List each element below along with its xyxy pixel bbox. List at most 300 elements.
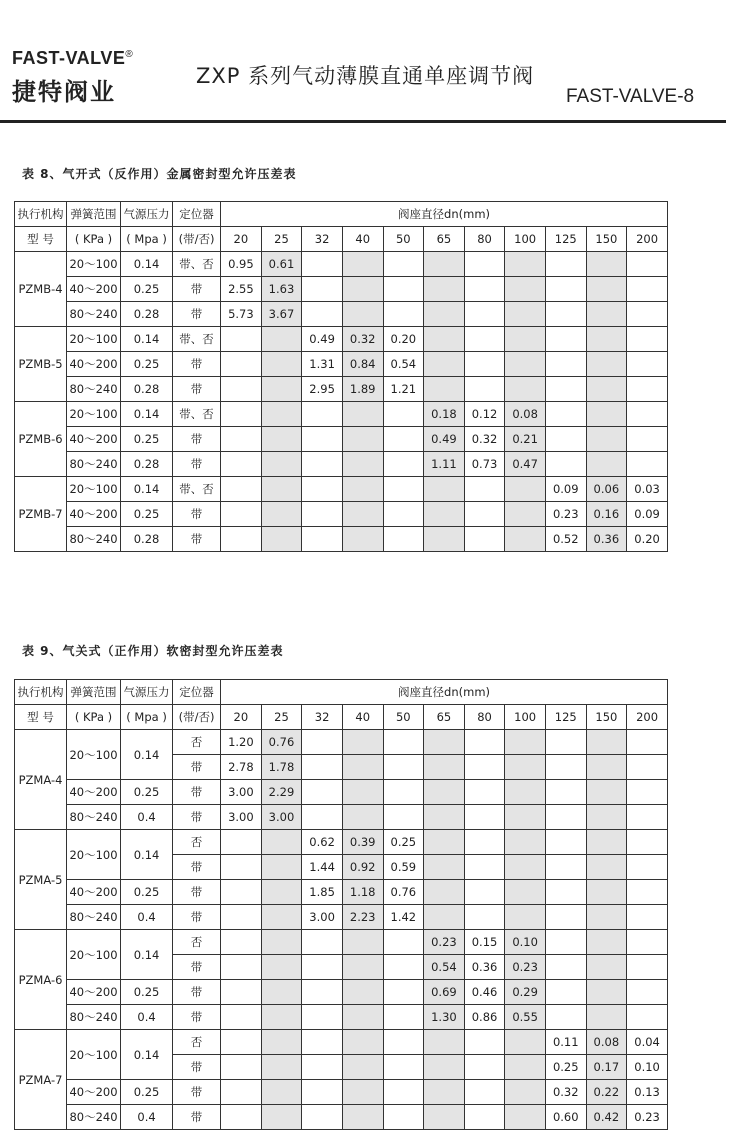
pressure-value-cell xyxy=(545,830,586,855)
header-dn-200: 200 xyxy=(627,705,668,730)
header-dn-32: 32 xyxy=(302,227,343,252)
pressure-value-cell: 0.12 xyxy=(464,402,505,427)
pressure-value-cell xyxy=(545,805,586,830)
pressure-value-cell xyxy=(505,252,546,277)
pressure-value-cell xyxy=(383,402,424,427)
header-air-line2: ( Mpa ) xyxy=(121,227,173,252)
pressure-value-cell xyxy=(383,252,424,277)
pressure-value-cell xyxy=(342,805,383,830)
header-pos-line2: (带/否) xyxy=(173,227,221,252)
pressure-value-cell: 2.23 xyxy=(342,905,383,930)
pressure-value-cell: 0.06 xyxy=(586,477,627,502)
air-pressure-cell: 0.14 xyxy=(121,477,173,502)
pressure-value-cell xyxy=(424,855,465,880)
positioner-cell: 否 xyxy=(173,1030,221,1055)
spring-range-cell: 20～100 xyxy=(67,830,121,880)
pressure-value-cell xyxy=(464,830,505,855)
pressure-value-cell xyxy=(464,352,505,377)
pressure-value-cell xyxy=(627,880,668,905)
pressure-value-cell: 0.10 xyxy=(505,930,546,955)
positioner-cell: 带 xyxy=(173,855,221,880)
pressure-value-cell xyxy=(342,780,383,805)
pressure-value-cell xyxy=(545,755,586,780)
pressure-value-cell xyxy=(261,830,302,855)
pressure-value-cell xyxy=(627,955,668,980)
spring-range-cell: 40～200 xyxy=(67,427,121,452)
pressure-value-cell xyxy=(302,527,343,552)
header-model-line1: 执行机构 xyxy=(15,680,67,705)
positioner-cell: 带、否 xyxy=(173,477,221,502)
table-row xyxy=(15,830,668,855)
pressure-value-cell: 0.54 xyxy=(424,955,465,980)
pressure-value-cell xyxy=(424,1030,465,1055)
pressure-value-cell xyxy=(505,880,546,905)
pressure-value-cell: 0.36 xyxy=(464,955,505,980)
pressure-value-cell xyxy=(545,427,586,452)
pressure-value-cell xyxy=(261,502,302,527)
pressure-value-cell: 1.63 xyxy=(261,277,302,302)
pressure-value-cell xyxy=(221,955,262,980)
pressure-value-cell xyxy=(424,302,465,327)
pressure-value-cell: 0.20 xyxy=(627,527,668,552)
pressure-value-cell xyxy=(424,780,465,805)
pressure-value-cell xyxy=(261,452,302,477)
spring-range-cell: 20～100 xyxy=(67,930,121,980)
air-pressure-cell: 0.28 xyxy=(121,302,173,327)
spring-range-cell: 20～100 xyxy=(67,730,121,780)
pressure-value-cell xyxy=(302,755,343,780)
pressure-value-cell xyxy=(221,830,262,855)
pressure-value-cell xyxy=(342,730,383,755)
pressure-value-cell xyxy=(302,302,343,327)
pressure-value-cell xyxy=(545,377,586,402)
positioner-cell: 带 xyxy=(173,302,221,327)
header-spring-line1: 弹簧范围 xyxy=(67,680,121,705)
pressure-value-cell: 0.69 xyxy=(424,980,465,1005)
table-row xyxy=(15,502,668,527)
pressure-value-cell: 0.49 xyxy=(302,327,343,352)
header-air-line2: ( Mpa ) xyxy=(121,705,173,730)
pressure-value-cell: 0.09 xyxy=(627,502,668,527)
pressure-value-cell xyxy=(586,252,627,277)
air-pressure-cell: 0.25 xyxy=(121,880,173,905)
table-row xyxy=(15,377,668,402)
header-dn-50: 50 xyxy=(383,705,424,730)
pressure-value-cell xyxy=(586,730,627,755)
pressure-value-cell xyxy=(627,980,668,1005)
pressure-value-cell: 0.84 xyxy=(342,352,383,377)
pressure-value-cell: 0.10 xyxy=(627,1055,668,1080)
spring-range-cell: 40～200 xyxy=(67,277,121,302)
pressure-value-cell xyxy=(383,527,424,552)
pressure-value-cell xyxy=(342,452,383,477)
header-dn-50: 50 xyxy=(383,227,424,252)
pressure-value-cell xyxy=(464,855,505,880)
pressure-value-cell xyxy=(586,277,627,302)
positioner-cell: 带 xyxy=(173,780,221,805)
pressure-value-cell xyxy=(424,527,465,552)
spring-range-cell: 80～240 xyxy=(67,905,121,930)
positioner-cell: 带 xyxy=(173,377,221,402)
header-pos-line1: 定位器 xyxy=(173,202,221,227)
table-row xyxy=(15,805,668,830)
pressure-value-cell xyxy=(586,452,627,477)
pressure-value-cell xyxy=(221,1105,262,1130)
header-dn-125: 125 xyxy=(545,705,586,730)
pressure-value-cell xyxy=(627,830,668,855)
pressure-value-cell xyxy=(342,755,383,780)
spring-range-cell: 40～200 xyxy=(67,352,121,377)
pressure-value-cell xyxy=(505,780,546,805)
pressure-value-cell xyxy=(627,805,668,830)
table-row xyxy=(15,930,668,955)
header-dn-125: 125 xyxy=(545,227,586,252)
pressure-value-cell xyxy=(545,327,586,352)
pressure-value-cell: 3.67 xyxy=(261,302,302,327)
pressure-value-cell xyxy=(261,930,302,955)
pressure-value-cell xyxy=(302,780,343,805)
air-pressure-cell: 0.4 xyxy=(121,1105,173,1130)
pressure-value-cell xyxy=(221,980,262,1005)
pressure-value-cell xyxy=(424,805,465,830)
pressure-value-cell xyxy=(261,1105,302,1130)
pressure-value-cell xyxy=(302,955,343,980)
header-spring-line2: ( KPa ) xyxy=(67,227,121,252)
pressure-value-cell xyxy=(505,1055,546,1080)
pressure-value-cell: 1.31 xyxy=(302,352,343,377)
pressure-value-cell xyxy=(586,830,627,855)
pressure-value-cell xyxy=(261,955,302,980)
pressure-value-cell xyxy=(505,905,546,930)
pressure-value-cell xyxy=(545,855,586,880)
pressure-value-cell xyxy=(586,755,627,780)
table8-caption: 表 8、气开式（反作用）金属密封型允许压差表 xyxy=(22,167,297,181)
pressure-value-cell xyxy=(383,427,424,452)
pressure-value-cell: 1.21 xyxy=(383,377,424,402)
table-row xyxy=(15,327,668,352)
pressure-value-cell xyxy=(627,427,668,452)
spring-range-cell: 20～100 xyxy=(67,402,121,427)
header-dn-25: 25 xyxy=(261,705,302,730)
pressure-value-cell xyxy=(383,980,424,1005)
positioner-cell: 带 xyxy=(173,805,221,830)
positioner-cell: 带 xyxy=(173,427,221,452)
model-cell: PZMB-5 xyxy=(15,327,67,402)
header-spring-line2: ( KPa ) xyxy=(67,705,121,730)
registered-mark: ® xyxy=(125,49,134,60)
positioner-cell: 带 xyxy=(173,1080,221,1105)
pressure-value-cell xyxy=(505,502,546,527)
pressure-value-cell: 0.23 xyxy=(627,1105,668,1130)
pressure-value-cell xyxy=(545,780,586,805)
pressure-value-cell xyxy=(424,327,465,352)
pressure-value-cell xyxy=(221,880,262,905)
pressure-value-cell xyxy=(505,327,546,352)
pressure-value-cell xyxy=(464,780,505,805)
header-rule xyxy=(0,120,726,123)
positioner-cell: 带 xyxy=(173,277,221,302)
header-dn-80: 80 xyxy=(464,227,505,252)
pressure-value-cell xyxy=(586,327,627,352)
pressure-value-cell: 1.42 xyxy=(383,905,424,930)
pressure-value-cell xyxy=(464,730,505,755)
pressure-value-cell xyxy=(505,730,546,755)
header-row xyxy=(15,202,668,227)
positioner-cell: 带 xyxy=(173,880,221,905)
pressure-value-cell: 0.23 xyxy=(424,930,465,955)
air-pressure-cell: 0.4 xyxy=(121,1005,173,1030)
pressure-value-cell: 3.00 xyxy=(302,905,343,930)
header-dn-title: 阀座直径dn(mm) xyxy=(221,202,668,227)
pressure-value-cell: 0.04 xyxy=(627,1030,668,1055)
pressure-value-cell xyxy=(302,1005,343,1030)
pressure-value-cell xyxy=(221,1055,262,1080)
pressure-value-cell: 0.25 xyxy=(545,1055,586,1080)
pressure-value-cell: 0.59 xyxy=(383,855,424,880)
pressure-value-cell: 0.76 xyxy=(383,880,424,905)
pressure-value-cell: 3.00 xyxy=(221,805,262,830)
pressure-value-cell xyxy=(261,377,302,402)
pressure-value-cell xyxy=(342,427,383,452)
pressure-value-cell xyxy=(464,1080,505,1105)
pressure-value-cell xyxy=(464,755,505,780)
spring-range-cell: 20～100 xyxy=(67,1030,121,1080)
pressure-value-cell: 0.55 xyxy=(505,1005,546,1030)
model-cell: PZMA-4 xyxy=(15,730,67,830)
pressure-value-cell xyxy=(383,930,424,955)
pressure-value-cell xyxy=(505,477,546,502)
pressure-value-cell xyxy=(586,780,627,805)
positioner-cell: 带、否 xyxy=(173,327,221,352)
pressure-value-cell xyxy=(424,755,465,780)
pressure-value-cell xyxy=(383,1030,424,1055)
spring-range-cell: 20～100 xyxy=(67,477,121,502)
air-pressure-cell: 0.28 xyxy=(121,527,173,552)
pressure-value-cell: 0.16 xyxy=(586,502,627,527)
pressure-value-cell: 2.29 xyxy=(261,780,302,805)
pressure-value-cell xyxy=(505,830,546,855)
header-row xyxy=(15,680,668,705)
header-air-line1: 气源压力 xyxy=(121,680,173,705)
pressure-value-cell xyxy=(221,1030,262,1055)
pressure-value-cell xyxy=(545,955,586,980)
air-pressure-cell: 0.14 xyxy=(121,327,173,352)
table-row xyxy=(15,1105,668,1130)
table-row xyxy=(15,477,668,502)
pressure-value-cell: 0.32 xyxy=(545,1080,586,1105)
pressure-value-cell xyxy=(627,452,668,477)
pressure-value-cell xyxy=(261,402,302,427)
pressure-value-cell: 0.92 xyxy=(342,855,383,880)
header-dn-title: 阀座直径dn(mm) xyxy=(221,680,668,705)
positioner-cell: 带 xyxy=(173,1105,221,1130)
pressure-value-cell xyxy=(545,905,586,930)
table-row xyxy=(15,277,668,302)
positioner-cell: 带 xyxy=(173,527,221,552)
pressure-value-cell xyxy=(424,502,465,527)
model-cell: PZMB-7 xyxy=(15,477,67,552)
pressure-value-cell xyxy=(383,1080,424,1105)
pressure-value-cell xyxy=(464,1105,505,1130)
pressure-value-cell xyxy=(505,855,546,880)
table-row xyxy=(15,905,668,930)
pressure-value-cell xyxy=(261,327,302,352)
pressure-value-cell xyxy=(342,277,383,302)
pressure-value-cell xyxy=(383,755,424,780)
pressure-value-cell xyxy=(586,905,627,930)
spring-range-cell: 40～200 xyxy=(67,880,121,905)
pressure-value-cell xyxy=(545,302,586,327)
model-cell: PZMA-5 xyxy=(15,830,67,930)
air-pressure-cell: 0.28 xyxy=(121,452,173,477)
positioner-cell: 带 xyxy=(173,980,221,1005)
pressure-value-cell: 0.32 xyxy=(342,327,383,352)
table-row xyxy=(15,402,668,427)
pressure-value-cell xyxy=(342,955,383,980)
pressure-value-cell xyxy=(627,1005,668,1030)
pressure-value-cell xyxy=(545,1005,586,1030)
pressure-value-cell xyxy=(221,1080,262,1105)
pressure-value-cell xyxy=(383,730,424,755)
pressure-value-cell xyxy=(464,477,505,502)
model-cell: PZMA-7 xyxy=(15,1030,67,1130)
pressure-value-cell xyxy=(505,1105,546,1130)
spring-range-cell: 40～200 xyxy=(67,780,121,805)
pressure-value-cell xyxy=(261,477,302,502)
pressure-value-cell xyxy=(221,352,262,377)
pressure-value-cell xyxy=(221,402,262,427)
pressure-value-cell xyxy=(342,502,383,527)
header-dn-40: 40 xyxy=(342,227,383,252)
pressure-value-cell: 1.78 xyxy=(261,755,302,780)
header-spring-line1: 弹簧范围 xyxy=(67,202,121,227)
header-dn-40: 40 xyxy=(342,705,383,730)
pressure-value-cell: 2.95 xyxy=(302,377,343,402)
pressure-value-cell xyxy=(261,1055,302,1080)
pressure-value-cell: 0.09 xyxy=(545,477,586,502)
table8 xyxy=(14,201,668,552)
pressure-value-cell xyxy=(302,1055,343,1080)
pressure-value-cell xyxy=(424,1055,465,1080)
spring-range-cell: 20～100 xyxy=(67,252,121,277)
pressure-value-cell xyxy=(261,855,302,880)
pressure-value-cell xyxy=(586,402,627,427)
spring-range-cell: 40～200 xyxy=(67,1080,121,1105)
pressure-value-cell xyxy=(545,402,586,427)
model-cell: PZMA-6 xyxy=(15,930,67,1030)
pressure-value-cell: 1.89 xyxy=(342,377,383,402)
pressure-value-cell xyxy=(221,377,262,402)
header-dn-20: 20 xyxy=(221,705,262,730)
header-dn-150: 150 xyxy=(586,705,627,730)
pressure-value-cell xyxy=(302,477,343,502)
pressure-value-cell: 0.23 xyxy=(505,955,546,980)
air-pressure-cell: 0.14 xyxy=(121,1030,173,1080)
spring-range-cell: 80～240 xyxy=(67,805,121,830)
pressure-value-cell: 1.20 xyxy=(221,730,262,755)
pressure-value-cell xyxy=(342,1105,383,1130)
pressure-value-cell xyxy=(261,427,302,452)
positioner-cell: 带 xyxy=(173,452,221,477)
air-pressure-cell: 0.14 xyxy=(121,730,173,780)
pressure-value-cell xyxy=(627,377,668,402)
pressure-value-cell: 0.32 xyxy=(464,427,505,452)
spring-range-cell: 80～240 xyxy=(67,377,121,402)
pressure-value-cell: 1.11 xyxy=(424,452,465,477)
pressure-value-cell xyxy=(302,930,343,955)
pressure-value-cell: 0.03 xyxy=(627,477,668,502)
positioner-cell: 带 xyxy=(173,352,221,377)
table-row xyxy=(15,352,668,377)
pressure-value-cell xyxy=(586,855,627,880)
pressure-value-cell xyxy=(424,730,465,755)
pressure-value-cell xyxy=(586,427,627,452)
header-dn-20: 20 xyxy=(221,227,262,252)
pressure-value-cell xyxy=(302,452,343,477)
pressure-value-cell xyxy=(424,905,465,930)
pressure-value-cell xyxy=(586,880,627,905)
pressure-value-cell: 0.39 xyxy=(342,830,383,855)
air-pressure-cell: 0.25 xyxy=(121,1080,173,1105)
pressure-value-cell xyxy=(302,402,343,427)
pressure-value-cell xyxy=(302,805,343,830)
pressure-value-cell xyxy=(545,980,586,1005)
pressure-value-cell xyxy=(383,477,424,502)
pressure-value-cell xyxy=(383,955,424,980)
header-dn-200: 200 xyxy=(627,227,668,252)
pressure-value-cell: 0.17 xyxy=(586,1055,627,1080)
pressure-value-cell xyxy=(261,880,302,905)
pressure-value-cell xyxy=(464,805,505,830)
pressure-value-cell xyxy=(424,1080,465,1105)
pressure-value-cell xyxy=(342,252,383,277)
pressure-value-cell xyxy=(302,252,343,277)
pressure-value-cell xyxy=(627,252,668,277)
pressure-value-cell xyxy=(586,377,627,402)
pressure-value-cell xyxy=(586,955,627,980)
pressure-value-cell xyxy=(383,805,424,830)
pressure-value-cell xyxy=(424,477,465,502)
pressure-value-cell xyxy=(627,855,668,880)
pressure-value-cell xyxy=(424,377,465,402)
pressure-value-cell xyxy=(545,252,586,277)
positioner-cell: 否 xyxy=(173,830,221,855)
document-code: FAST-VALVE-8 xyxy=(566,86,695,107)
pressure-value-cell: 2.55 xyxy=(221,277,262,302)
positioner-cell: 带 xyxy=(173,955,221,980)
pressure-value-cell xyxy=(261,1080,302,1105)
pressure-value-cell xyxy=(586,930,627,955)
pressure-value-cell xyxy=(545,730,586,755)
header-dn-32: 32 xyxy=(302,705,343,730)
pressure-value-cell xyxy=(221,930,262,955)
pressure-value-cell xyxy=(464,905,505,930)
pressure-value-cell xyxy=(586,805,627,830)
pressure-value-cell: 0.25 xyxy=(383,830,424,855)
pressure-value-cell: 0.36 xyxy=(586,527,627,552)
pressure-value-cell xyxy=(221,477,262,502)
pressure-value-cell: 0.29 xyxy=(505,980,546,1005)
pressure-value-cell xyxy=(261,980,302,1005)
pressure-value-cell xyxy=(342,980,383,1005)
pressure-value-cell: 0.42 xyxy=(586,1105,627,1130)
header-model-line2: 型 号 xyxy=(15,227,67,252)
spring-range-cell: 80～240 xyxy=(67,302,121,327)
pressure-value-cell xyxy=(545,352,586,377)
pressure-value-cell: 0.49 xyxy=(424,427,465,452)
model-cell: PZMB-6 xyxy=(15,402,67,477)
pressure-value-cell xyxy=(586,980,627,1005)
